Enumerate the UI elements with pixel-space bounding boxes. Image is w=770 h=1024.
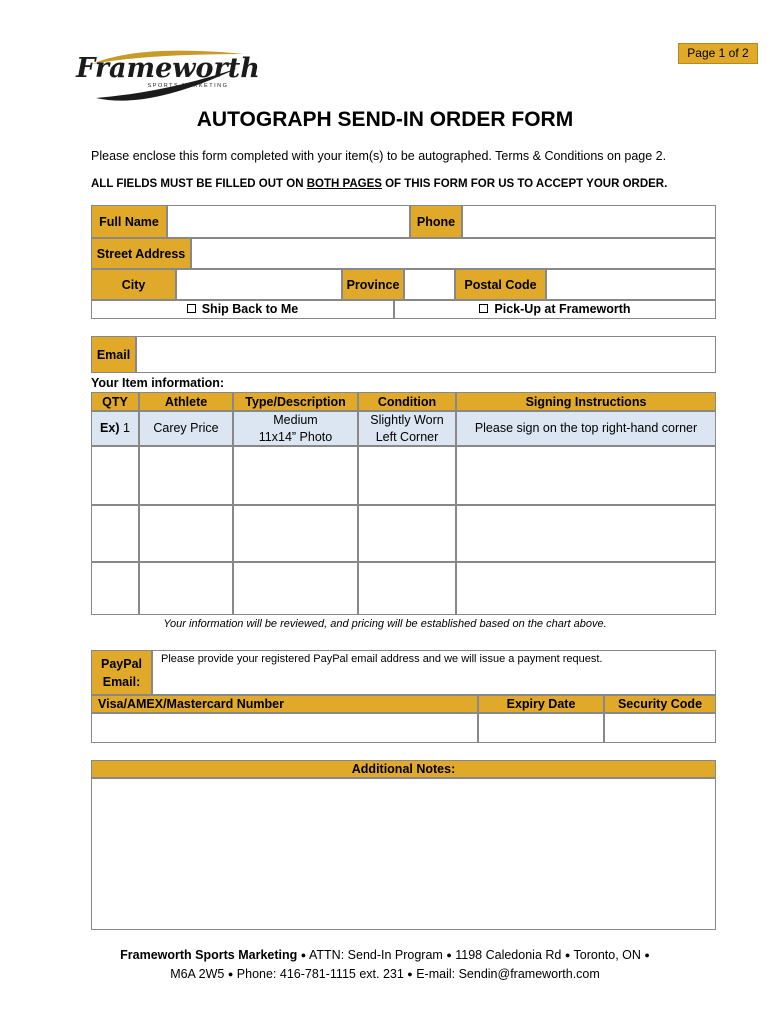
card-number-field[interactable] — [91, 713, 478, 743]
item-info-heading: Your Item information: — [91, 376, 225, 390]
form-title: AUTOGRAPH SEND-IN ORDER FORM — [196, 108, 574, 131]
full-name-field[interactable] — [167, 205, 410, 238]
street-address-field[interactable] — [191, 238, 716, 269]
example-condition: Slightly Worn Left Corner — [358, 411, 456, 446]
additional-notes-label: Additional Notes: — [91, 760, 716, 778]
item-row-1-qty[interactable] — [91, 446, 139, 505]
item-row-1-condition[interactable] — [358, 446, 456, 505]
item-row-3-athlete[interactable] — [139, 562, 233, 615]
phone-field[interactable] — [462, 205, 716, 238]
item-row-3-qty[interactable] — [91, 562, 139, 615]
postal-code-field[interactable] — [546, 269, 716, 300]
item-row-2-athlete[interactable] — [139, 505, 233, 562]
province-field[interactable] — [404, 269, 455, 300]
checkbox-icon[interactable] — [479, 304, 488, 313]
athlete-header: Athlete — [139, 392, 233, 411]
paypal-note: Please provide your registered PayPal email address and we will issue a payment request. — [161, 653, 603, 665]
phone-label: Phone — [410, 205, 462, 238]
card-number-label: Visa/AMEX/Mastercard Number — [91, 695, 478, 713]
ship-back-option[interactable]: Ship Back to Me — [91, 300, 394, 319]
item-row-2-type[interactable] — [233, 505, 358, 562]
item-row-1-instructions[interactable] — [456, 446, 716, 505]
security-code-label: Security Code — [604, 695, 716, 713]
email-field[interactable] — [136, 336, 716, 373]
item-row-3-instructions[interactable] — [456, 562, 716, 615]
item-row-2-qty[interactable] — [91, 505, 139, 562]
paypal-email-label: PayPal Email: — [91, 650, 152, 695]
item-row-2-condition[interactable] — [358, 505, 456, 562]
checkbox-icon[interactable] — [187, 304, 196, 313]
type-header: Type/Description — [233, 392, 358, 411]
expiry-date-field[interactable] — [478, 713, 604, 743]
frameworth-logo — [76, 40, 260, 108]
svg-text:Frameworth: Frameworth — [76, 53, 260, 84]
condition-header: Condition — [358, 392, 456, 411]
postal-code-label: Postal Code — [455, 269, 546, 300]
page-indicator: Page 1 of 2 — [678, 43, 758, 64]
item-row-3-condition[interactable] — [358, 562, 456, 615]
footer-address: Frameworth Sports Marketing ● ATTN: Send-In Program ● 1198 Caledonia Rd ● Toronto, ON ● M6A 2W5 ● Phone: 416-781-1115 ext. 231 ● E-mail: Sendin@frameworth.com — [120, 948, 650, 982]
signing-header: Signing Instructions — [456, 392, 716, 411]
city-field[interactable] — [176, 269, 342, 300]
expiry-date-label: Expiry Date — [478, 695, 604, 713]
example-type: Medium 11x14” Photo — [233, 411, 358, 446]
intro-text: Please enclose this form completed with your item(s) to be autographed. Terms & Conditions on page 2. — [91, 149, 667, 163]
qty-header: QTY — [91, 392, 139, 411]
security-code-field[interactable] — [604, 713, 716, 743]
svg-text:SPORTS MARKETING: SPORTS MARKETING — [147, 83, 229, 89]
example-qty: Ex) 1 — [91, 411, 139, 446]
pickup-option[interactable]: Pick-Up at Frameworth — [394, 300, 716, 319]
street-address-label: Street Address — [91, 238, 191, 269]
additional-notes-field[interactable] — [91, 778, 716, 930]
province-label: Province — [342, 269, 404, 300]
example-athlete: Carey Price — [139, 411, 233, 446]
item-row-2-instructions[interactable] — [456, 505, 716, 562]
city-label: City — [91, 269, 176, 300]
example-instructions: Please sign on the top right-hand corner — [456, 411, 716, 446]
paypal-email-field[interactable] — [152, 650, 716, 695]
required-warning: ALL FIELDS MUST BE FILLED OUT ON BOTH PAGES OF THIS FORM FOR US TO ACCEPT YOUR ORDER. — [91, 178, 668, 190]
item-row-3-type[interactable] — [233, 562, 358, 615]
review-note: Your information will be reviewed, and pricing will be established based on the chart above. — [163, 618, 607, 630]
email-label: Email — [91, 336, 136, 373]
full-name-label: Full Name — [91, 205, 167, 238]
item-row-1-type[interactable] — [233, 446, 358, 505]
item-row-1-athlete[interactable] — [139, 446, 233, 505]
